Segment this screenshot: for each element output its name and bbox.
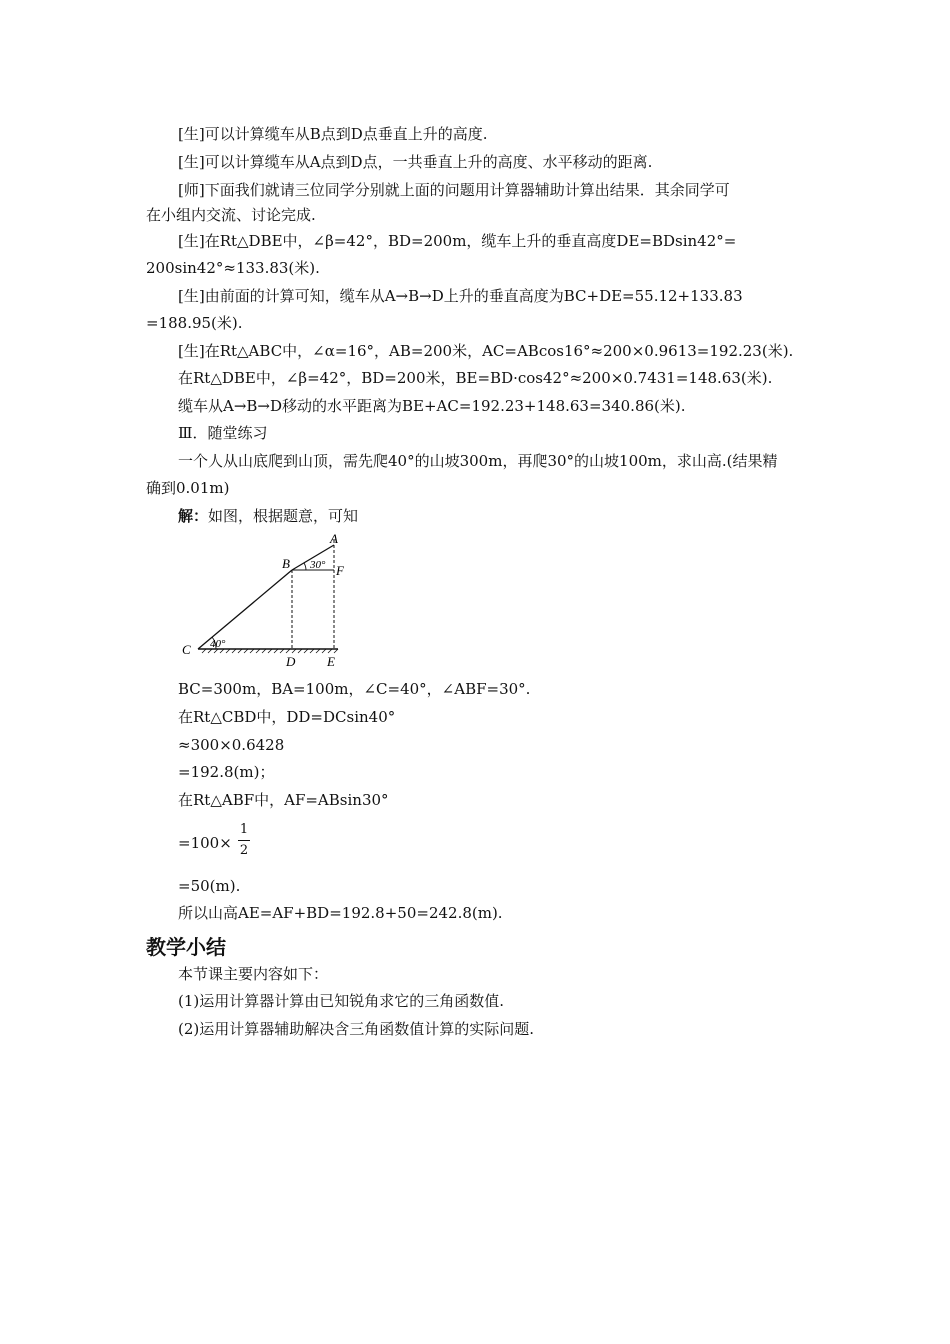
dialogue-line: [生]在Rt△DBE中，∠β=42°，BD=200m，缆车上升的垂直高度DE=BDsin42°= [178, 232, 737, 250]
label-F: F [336, 563, 344, 578]
solution-line: =100× [178, 834, 232, 852]
dialogue-line: [生]可以计算缆车从B点到D点垂直上升的高度. [178, 125, 488, 143]
dialogue-line: [生]由前面的计算可知，缆车从A→B→D上升的垂直高度为BC+DE=55.12+133.83 [178, 287, 743, 305]
label-E: E [327, 654, 335, 669]
summary-heading: 教学小结 [146, 935, 226, 959]
exercise-text: 一个人从山底爬到山顶，需先爬40°的山坡300m，再爬30°的山坡100m，求山高.(结果精 [178, 452, 778, 470]
dialogue-line: =188.95(米). [146, 314, 243, 332]
dialogue-line: 缆车从A→B→D移动的水平距离为BE+AC=192.23+148.63=340.86(米). [178, 397, 686, 415]
solution-line: =192.8(m)； [178, 763, 275, 781]
solution-line: 所以山高AE=AF+BD=192.8+50=242.8(m). [178, 904, 503, 922]
geometry-figure [176, 528, 346, 673]
summary-line: (1)运用计算器计算由已知锐角求它的三角函数值. [178, 992, 505, 1010]
solution-line: 在Rt△CBD中，DD=DCsin40° [178, 708, 396, 726]
solution-line: 在Rt△ABF中，AF=ABsin30° [178, 791, 389, 809]
dialogue-line: [生]在Rt△ABC中，∠α=16°，AB=200米，AC=ABcos16°≈200×0.9613=192.23(米). [178, 342, 794, 360]
solution-line: =50(m). [178, 877, 241, 895]
label-B: B [282, 556, 290, 571]
angle-label-C: 40° [210, 638, 226, 650]
dialogue-line: [师]下面我们就请三位同学分别就上面的问题用计算器辅助计算出结果．其余同学可 [178, 181, 730, 199]
label-D: D [286, 654, 296, 669]
fraction-denominator: 2 [239, 843, 249, 858]
fraction-numerator: 1 [239, 822, 249, 837]
solution-intro: 解：如图，根据题意，可知 [178, 507, 359, 525]
label-A: A [330, 531, 338, 546]
label-C: C [182, 642, 191, 657]
section-title: Ⅲ．随堂练习 [178, 424, 268, 442]
angle-arc-B [304, 563, 306, 570]
angle-label-B: 30° [310, 559, 326, 571]
summary-line: 本节课主要内容如下： [178, 965, 329, 983]
fraction-one-half [238, 822, 250, 859]
exercise-text: 确到0.01m) [146, 479, 230, 497]
dialogue-line: 在小组内交流、讨论完成. [146, 206, 316, 224]
solution-line: ≈300×0.6428 [178, 736, 285, 754]
summary-line: (2)运用计算器辅助解决含三角函数值计算的实际问题. [178, 1020, 535, 1038]
dialogue-line: 在Rt△DBE中，∠β=42°，BD=200米，BE=BD·cos42°≈200×0.7431=148.63(米). [178, 369, 773, 387]
dialogue-line: 200sin42°≈133.83(米). [146, 259, 320, 277]
solution-line: BC=300m，BA=100m，∠C=40°，∠ABF=30°. [178, 680, 531, 698]
fraction-bar [238, 840, 250, 841]
dialogue-line: [生]可以计算缆车从A点到D点，一共垂直上升的高度、水平移动的距离. [178, 153, 653, 171]
solution-marker: 解： [178, 507, 209, 525]
